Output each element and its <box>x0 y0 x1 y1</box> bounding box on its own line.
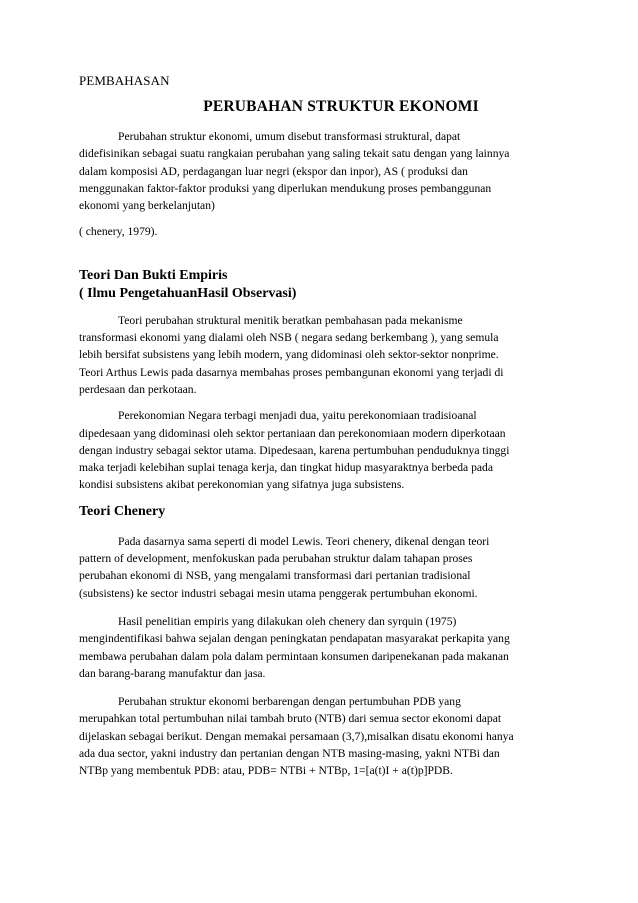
section2-paragraph-3 <box>79 693 563 779</box>
spacer <box>79 398 563 407</box>
text-line: pattern of development, menfokuskan pada perubahan struktur dalam tahapan proses <box>79 552 473 566</box>
spacer <box>79 602 563 613</box>
text-line: perdesaan dan perkotaan. <box>79 382 197 396</box>
section-heading-teori-chenery: Teori Chenery <box>79 503 166 519</box>
section2-paragraph-2 <box>79 613 563 682</box>
text-line: (subsistens) ke sector industri sebagai mesin utama penggerak pertumbuhan ekonomi. <box>79 586 478 600</box>
text-line: Teori Arthus Lewis pada dasarnya membahas proses pembangunan ekonomi yang terjadi di <box>79 365 504 379</box>
text-line: kondisi subsistens akibat perekonomian yang sifatnya juga subsistens. <box>79 478 405 492</box>
text-line: transformasi ekonomi yang dialami oleh NSB ( negara sedang berkembang ), yang semula <box>79 331 499 345</box>
section-heading-teori-dan-bukti-empiris <box>79 267 563 303</box>
text-line: menggunakan faktor-faktor produksi yang diperlukan mendukung proses pembanggunan <box>79 181 492 195</box>
text-line: NTBp yang membentuk PDB: atau, PDB= NTBi + NTBp, 1=[a(t)I + a(t)p]PDB. <box>79 764 453 778</box>
document-title: PERUBAHAN STRUKTUR EKONOMI <box>203 98 479 115</box>
text-line: dalam komposisi AD, perdagangan luar negri (ekspor dan inpor), AS ( produksi dan <box>79 164 468 178</box>
text-line: dipedesaan yang didominasi oleh sektor pertaniaan dan perekonomiaan modern diperkotaan <box>79 426 506 440</box>
text-line: dengan industry sebagai sektor utama. Dipedesaan, karena pertumbuhan penduduknya tinggi <box>79 443 510 457</box>
document-page <box>79 73 563 780</box>
text-line: Teori perubahan struktural menitik beratkan pembahasan pada mekanisme <box>118 313 463 327</box>
heading-line: ( Ilmu PengetahuanHasil Observasi) <box>79 285 297 301</box>
spacer <box>79 494 563 503</box>
text-line: ada dua sector, yakni industry dan pertanian dengan NTB masing-masing, yakni NTBi dan <box>79 747 500 761</box>
text-line: membawa perubahan dalam pola dalam permintaan konsumen daripenekanan pada makanan <box>79 649 509 663</box>
text-line: ekonomi yang berkelanjutan) <box>79 199 215 213</box>
intro-paragraph <box>79 128 563 214</box>
spacer <box>79 241 563 267</box>
text-line: maka terjadi kelebihan suplai tenaga kerja, dan tingkat hidup masyaraktnya berbeda pada <box>79 461 493 475</box>
section1-paragraph-1 <box>79 312 563 398</box>
text-line: Perubahan struktur ekonomi, umum disebut transformasi struktural, dapat <box>118 130 461 143</box>
spacer <box>79 303 563 312</box>
text-line: mengindentifikasi bahwa sejalan dengan peningkatan pendapatan masyarakat perkapita yang <box>79 632 510 646</box>
text-line: Perubahan struktur ekonomi berbarengan dengan pertumbuhan PDB yang <box>118 695 461 709</box>
spacer <box>79 524 563 533</box>
intro-citation <box>79 223 563 240</box>
text-line: didefisinikan sebagai suatu rangkaian perubahan yang saling tekait satu dengan yang lainnya <box>79 147 510 161</box>
heading-line: Teori Dan Bukti Empiris <box>79 267 228 283</box>
text-line: dijelaskan sebagai berikut. Dengan memakai persamaan (3,7),misalkan disatu ekonomi hanya <box>79 729 514 743</box>
spacer <box>79 682 563 693</box>
section2-paragraph-1 <box>79 533 563 602</box>
text-line: Hasil penelitian empiris yang dilakukan oleh chenery dan syrquin (1975) <box>118 614 457 628</box>
text-line: dan barang-barang manufaktur dan jasa. <box>79 666 266 680</box>
text-line: perubahan ekonomi di NSB, yang mengalami transformasi dari pertanian tradisional <box>79 569 471 583</box>
spacer <box>79 214 563 223</box>
section1-paragraph-2 <box>79 407 563 493</box>
text-line: Perekonomian Negara terbagi menjadi dua, yaitu perekonomiaan tradisioanal <box>118 409 477 423</box>
section-label: PEMBAHASAN <box>79 73 170 88</box>
citation-text: ( chenery, 1979). <box>79 225 158 239</box>
text-line: lebih bersifat subsistens yang lebih modern, yang didominasi oleh sektor-sektor nonprime. <box>79 348 499 362</box>
text-line: merupahkan total pertumbuhan nilai tambah bruto (NTB) dari semua sector ekonomi dapat <box>79 712 502 726</box>
text-line: Pada dasarnya sama seperti di model Lewis. Teori chenery, dikenal dengan teori <box>118 534 490 548</box>
